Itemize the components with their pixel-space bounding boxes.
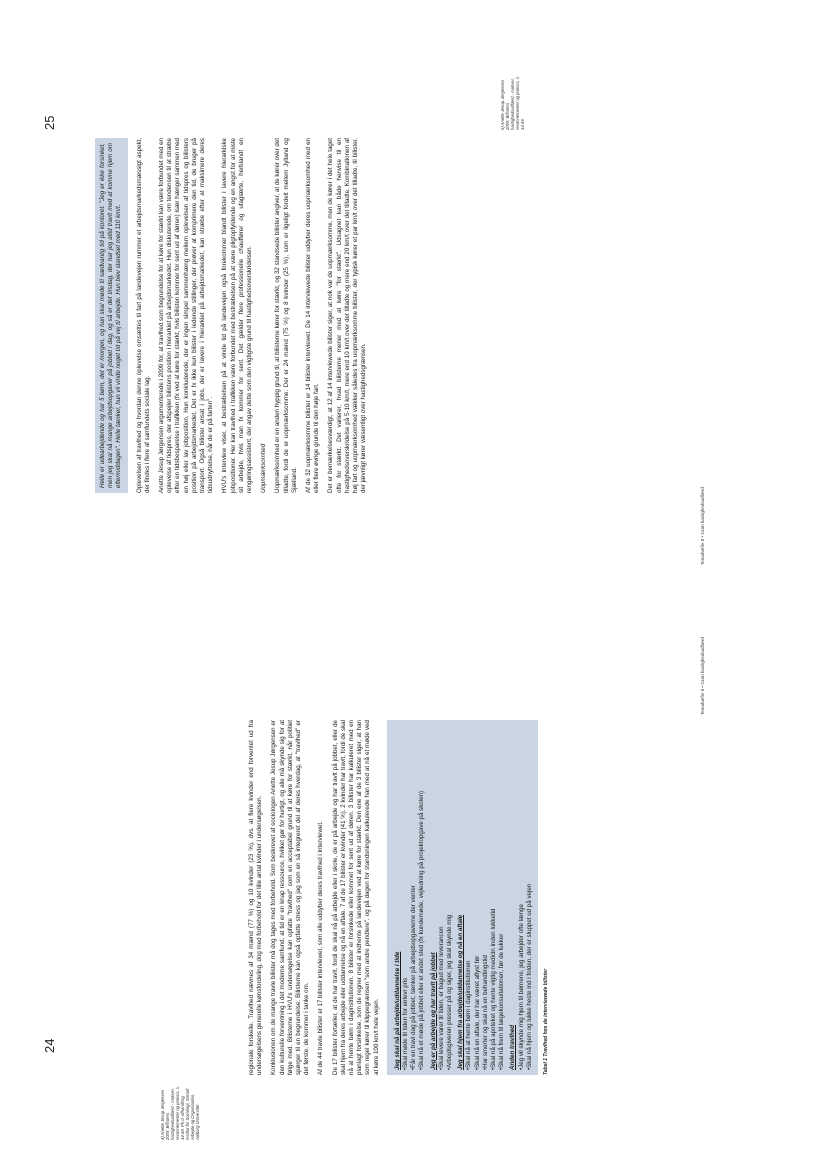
right-sidenote: 5) Anette Jesup Jørgensen 2009: Billisters hastighedsadfærd - motiver, resonnementer og praksis, s. 44-49. — [500, 76, 525, 130]
left-text-column — [248, 720, 550, 1075]
table-section-heading: Anden travlhed — [509, 1024, 517, 1070]
table-item: • Jeg vil skynde mig hjem til børnene, jeg arbejder ofte længe — [518, 725, 526, 1070]
table-item: • Skal møde til tiden for eirlevr pris — [402, 725, 410, 1070]
table-section-list — [465, 725, 506, 1070]
table-section-list — [438, 725, 454, 1070]
table-section-heading: Jeg skal hjem fra arbejde/uddannelse og nå en aftale — [457, 914, 465, 1070]
table-item: • Skal nå hjem og lukke heste ind i folden, der er sluppet ud på vejen — [526, 725, 534, 1070]
paragraph: regionale forskelle. Travlhed nævnes af 34 mænd (77 %) og 10 kvinder (23 %), dvs. at flere kvinder end forventet ud fra undersøgelsens generelle kønsfordeling, dog med forbehold for det lille antal kvinder i undersøgelsen. — [248, 720, 264, 1075]
table-section-heading: Jeg er på arbejde og har travlt på jobbet — [429, 952, 437, 1070]
table-item: • Skal nå på apoteket og hente vigtig medicin inden lukketid — [490, 725, 498, 1070]
paragraph-text: Anette Jesup Jørgensen argumenterede i 2009 for, at travlhed som begrundelse for at køre for stærkt kan være forbundet med en oplevelse af tidspres, der afspejler bilistens position i hierarkiet på arbejdsmarkedet. Hun diskuterede, om tendensen til at stræbe efter en tidsbesparelse i trafikken (fx ved at køre for stærkt, hvis bilisten kommer for sent ud af døren) især hænger sammen med en høj eller lav jobposition. Hun konkluderede, der er ingen simpel sammenhæng mellem oplevelsen af tidspres og bilisters position på arbejdsmarkedet. Det er fx ikke kun bilister i ledende stillinger, der prøver at komprimere den tid, de bruger på transport. Også bilister ansat i jobs, der er lavere i hierarkiet på arbejdsmarkedet, kan stræbe efter at maksimere deres tidsudnyttelse, når de er på farten — [158, 138, 215, 493]
paragraph: HVU's interview viser, at bestræbelsen på at vinde tid på landevejen også forekommer blandt bilister i lavere hierarkiske jobpositioner. Her kan travlhed i trafikken være forbundet med bestræbelsen på at være pligtopfyldende og en angst for at miste sit arbejde, hvis man fx kommer for sent. Det gælder flere professionelle chauffører og ufaglærte, herblandt en rengøringsassistent, der angav dette som den vigtigste grund til hastighedsoverskridelsen. — [221, 138, 254, 493]
paragraph: Anette Jesup Jørgensen argumenterede i 2009 for, at travlhed som begrundelse for at køre for stærkt kan være forbundet med en oplevelse af tidspres, der afspejler bilistens position i hierarkiet på arbejdsmarkedet. Hun diskuterede, om tendensen til at stræbe efter en tidsbesparelse i trafikken (fx ved at køre for stærkt, hvis bilisten kommer for sent ud af døren) især hænger sammen med en høj eller lav jobposition. Hun konkluderede, der er ingen simpel sammenhæng mellem oplevelsen af tidspres og bilisters position på arbejdsmarkedet. Det er fx ikke kun bilister i ledende stillinger, der prøver at komprimere den tid, de bruger på transport. Også bilister ansat i jobs, der er lavere i hierarkiet på arbejdsmarkedet, kan stræbe efter at maksimere deres tidsudnyttelse, når de er på farten$^5$. — [158, 138, 215, 493]
paragraph: Det er bemærkelsesværdigt, at 12 af 14 interviewede bilister siger, at nok var de uopmærksomme, men de kører i det hele taget ofte for stærkt. Det varierer, hvad bilisterne mener med at køre "for stærkt". Udsagnet kan både henvise til en hastighedsoverskridelse på 5-10 km/t, mere end 10 km/t over det tilladte og mere end 20 km/t over det tilladte. Kombinationen af høj fart og uopmærksomhed vækker således fra uopmærksomme bilister, der typisk kører et par km/t over det tilladte, til bilister, der jævnligt kører væsentligt over hastighedsgrænsen. — [327, 138, 368, 493]
paragraph: Konklusionen om de mange travle bilister må dog tages med forbehold. Som beskrevet af sociologen Anette Jesup Jørgensen er den kulturelle forventning i det moderne samfund, at tid er en knap ressource, hvilket gør for hurtigt, og alle må skynde sig for at følge med. Bilisterne i HVU's undersøgelse kan opfatte "travlhed" som en acceptabel grund til at køre for stærkt, når politiet spørger til en begrundelse. Bilisterne kan også opfatte stress og jag som en så integreret del af deres hverdag, at "travlhed" er det første, de kommer i tanke om. — [270, 720, 311, 1075]
table-section-list — [402, 725, 427, 1070]
table-item: • Skal nå en aftale, der har været aflyst før — [474, 725, 482, 1070]
table-item: • Skal levere varer til tiden, er bagud med leverancen — [438, 725, 446, 1070]
table-item: • Arbejdsgiveren presser på og siger, jeg skal skynde mig — [446, 725, 454, 1070]
right-page-number: 25 — [42, 115, 57, 130]
table-section-list — [518, 725, 534, 1070]
footnote-marker: 5 — [205, 398, 211, 401]
table-section-heading: Jeg skal nå på arbejde/uddannelse i tide — [393, 951, 401, 1070]
right-text-column — [95, 138, 374, 493]
table-item: • Skal nå frem til lægekonsultationen, før de lukker — [498, 725, 506, 1070]
paragraph: Af de 44 travle bilister er 17 bilister interviewet, som alle uddyber deres travlhed i interviewet. — [317, 821, 325, 1075]
table-item: • Får en travl dag på jobbet, tænker på arbejdsopgaverne der venter — [410, 725, 418, 1070]
table-item: • Skal nå et møde på jobbet eller et andet sted (fx kundemøde, vejledning på projektopgave på skolen) — [418, 725, 426, 1070]
right-running-footer: Temahæfte 8 • Grøn hastighedsadfærd — [700, 487, 705, 565]
paragraph: Uopmærksomhed er en anden hyppig grund til, at bilisterne kører for stærkt, og 32 standsede bilister angiver, at de kører over det tilladte, fordi de er uopmærksomme. Der er 24 mænd (75 %) og 8 kvinder (25 %), som er ligeligt fordelt mellem Jylland og Sjælland. — [274, 138, 298, 493]
table-caption: Tabel 1 Travlhed hos de interviewede bilister — [543, 968, 550, 1075]
travlhed-table — [387, 720, 538, 1075]
paragraph: Af de 32 uopmærksomme bilister er 14 bilister interviewet. De 14 interviewede bilister uddyber deres uopmærksomhed med en eller flere øvrige grunde til den høje fart. — [305, 138, 321, 493]
table-item: • Skal nå at hente børn i daginstitutionen — [465, 725, 473, 1070]
left-page-number: 24 — [42, 1038, 57, 1053]
quote-box: Helle er udearbejdende og har 5 børn, det er morgen, og hun skal møde til sædvanlig tid på kontoret. "Jeg er ikke forsinket, men jeg skal nå mange arbejdsopgaver på jobbet i dag, og så er det tirsdag, der har jeg altid travlt med at komme hjem om eftermiddagen". Helle tænker, hun vil vinde noget tid på vej til arbejde. Hun blev standset med 110 km/t. — [95, 138, 128, 493]
left-sidenote: 4) Anette Jesup Jørgensen 2009: Billisters hastighedsadfærd - motiver, resonnementer og praksis, s. 44-49. Ph.d.-afhandling, Institut for Sociologi, Socialt Arbejde og Organisation, Aalborg Universitet — [160, 1086, 200, 1140]
paragraph: De 17 bilister fortæller, at de har travlt, fordi de skal nå på arbejde eller i skole, de er på arbejde og har travlt på jobbet, eller de skal hjem fra deres arbejde eller uddannelse og nå en aftale. 7 af de 17 bilister er kvinder (41 %). 2 kvinder har travlt, fordi de skal nå at hente børn i daginstitutionen. 8 bilister er forsinkede eller kommet for sent ud af døren. 3 bilister har kalkuleret med en planlagt forsinkelse, som de regner med at indhente på landevejen ved at køre for stærkt. Den ene af de 3 bilister siger, at han som regel kører til klippegrænsen "som andre pendlere", og på dagen for standsningen kalkulerede han med at nå et møde ved at køre 100 km/t hele vejen. — [331, 720, 380, 1075]
paragraph: Oplevelsen af travlhed og hvordan denne oplevelse omsættes til fart på landevejen rummer et arbejdsmarkedsmæssigt aspekt, der findes i flere af samfundets sociale lag. — [135, 138, 151, 493]
table-item: • Har smerter og skal nå en behandlingstid — [482, 725, 490, 1070]
left-page — [0, 585, 827, 1170]
subheading: Uopmærksomhed — [260, 443, 268, 493]
left-running-footer: Temahæfte 8 • Grøn hastighedsadfærd — [700, 637, 705, 715]
